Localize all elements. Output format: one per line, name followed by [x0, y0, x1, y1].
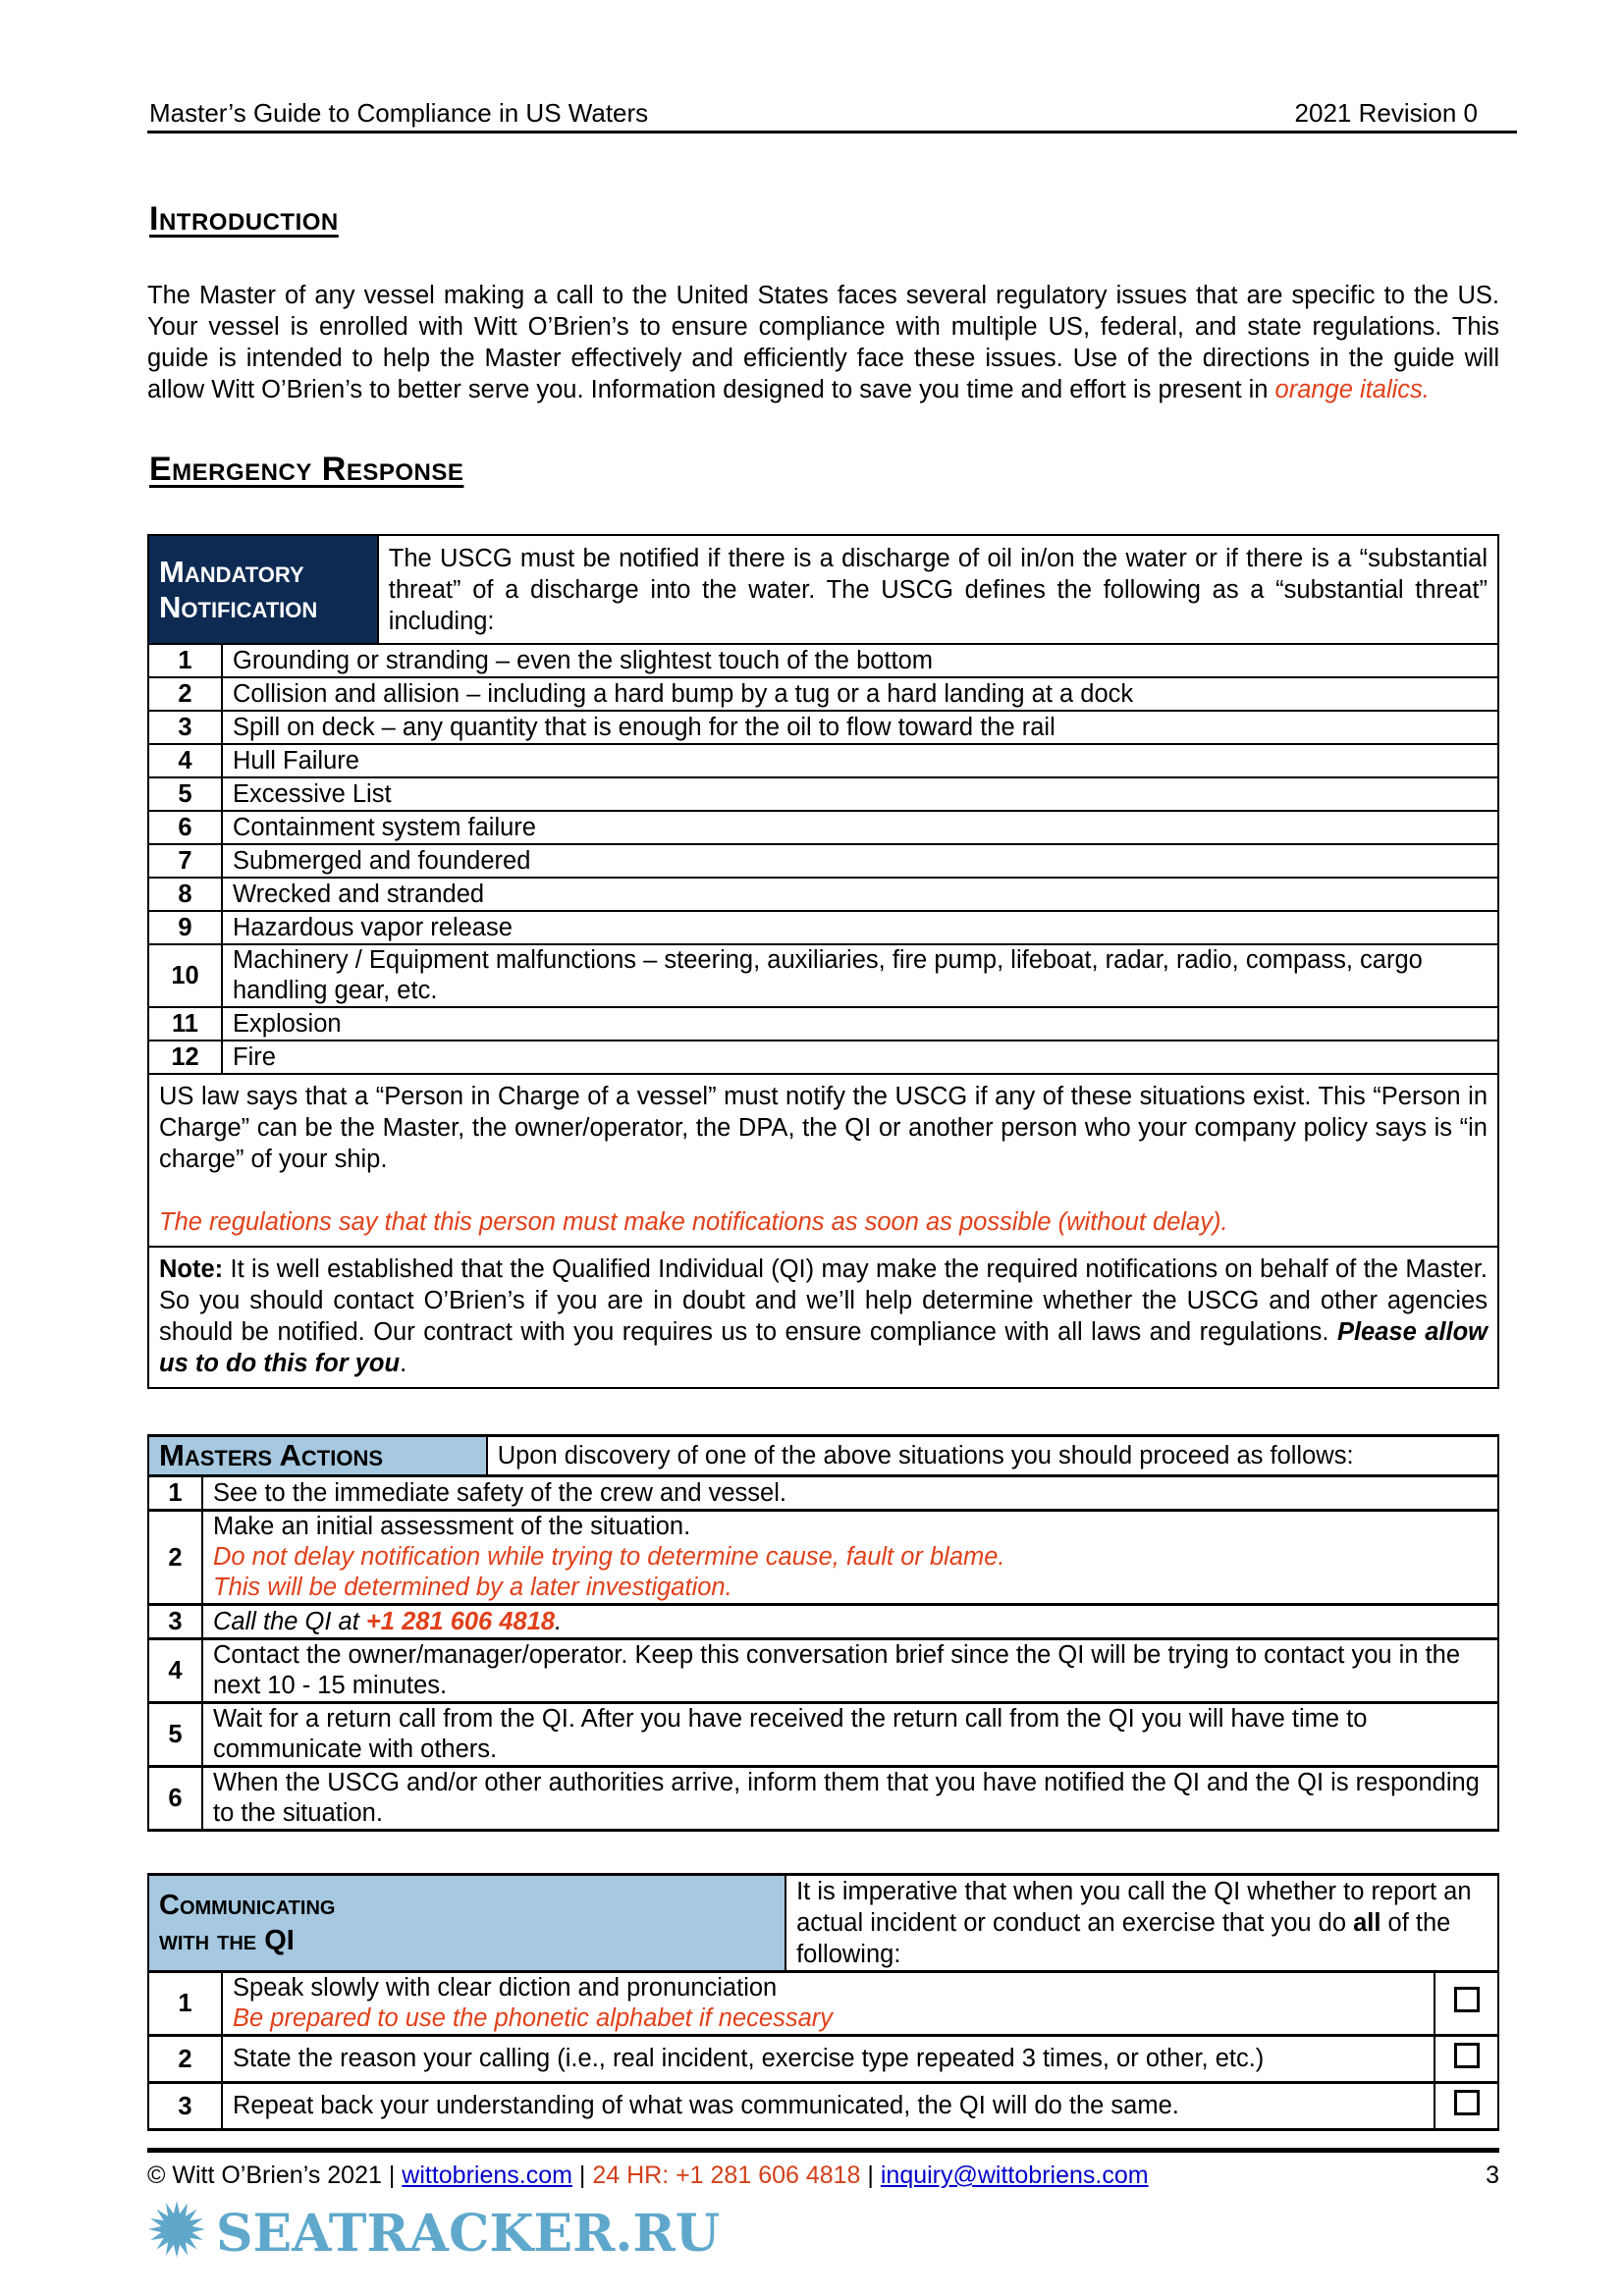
page-footer: © Witt O’Brien’s 2021 | wittobriens.com | 24 HR: +1 281 606 4818 | inquiry@wittobriens.com 3 — [147, 2148, 1499, 2190]
hotline: 24 HR: +1 281 606 4818 — [592, 2162, 861, 2189]
list-item — [148, 1041, 1498, 1074]
action-number: 6 — [148, 1767, 202, 1831]
item-text: Spill on deck – any quantity that is enough for the oil to flow toward the rail — [222, 711, 1498, 744]
checkbox[interactable] — [1454, 2090, 1480, 2115]
action-number: 3 — [148, 1605, 202, 1639]
action-row — [148, 1511, 1498, 1605]
checklist-row — [148, 2036, 1498, 2083]
emergency-heading: Emergency Response — [149, 451, 464, 488]
action-number: 4 — [148, 1639, 202, 1703]
mandatory-section — [147, 534, 1499, 1434]
checkbox-cell — [1435, 1972, 1498, 2036]
item-number: 3 — [148, 711, 222, 744]
watermark-text: SEATRACKER.RU — [216, 2204, 721, 2259]
checklist-number: 3 — [148, 2083, 222, 2130]
checklist-text: Speak slowly with clear diction and pronunciation Be prepared to use the phonetic alphabet if necessary — [222, 1972, 1435, 2036]
action-text: When the USCG and/or other authorities arrive, inform them that you have notified the QI and the QI is responding to the situation. — [202, 1767, 1498, 1831]
copyright: © Witt O’Brien’s 2021 | — [147, 2162, 403, 2189]
intro-text: The Master of any vessel making a call to the United States faces several regulatory issues that are specific to the US. Your vessel is enrolled with Witt O’Brien’s to ensure compliance with multiple US, federal, and state regulations. This guide is intended to help the Master effectively and efficiently face these issues. Use of the directions in the guide will allow Witt O’Brien’s to better serve you. Information designed to save you time and effort is present in — [147, 282, 1499, 403]
checkbox[interactable] — [1454, 1987, 1480, 2012]
introduction-heading: Introduction — [149, 200, 339, 238]
item-text: Hazardous vapor release — [222, 911, 1498, 944]
list-item — [148, 811, 1498, 844]
communicating-table — [147, 1873, 1499, 2131]
item-text: Containment system failure — [222, 811, 1498, 844]
item-text: Fire — [222, 1041, 1498, 1074]
item-number: 9 — [148, 911, 222, 944]
item-number: 1 — [148, 644, 222, 677]
communicating-intro: It is imperative that when you call the QI whether to report an actual incident or conduct an exercise that you do all of the following: — [785, 1875, 1498, 1972]
website-link[interactable]: wittobriens.com — [402, 2162, 572, 2189]
item-text: Wrecked and stranded — [222, 878, 1498, 911]
action-text: Make an initial assessment of the situation. Do not delay notification while trying to determine cause, fault or blame. This will be determined by a later investigation. — [202, 1511, 1498, 1605]
checklist-text: State the reason your calling (i.e., real incident, exercise type repeated 3 times, or other, etc.) — [222, 2036, 1435, 2083]
action-text: See to the immediate safety of the crew and vessel. — [202, 1476, 1498, 1511]
action-text: Contact the owner/manager/operator. Keep this conversation brief since the QI will be trying to contact you in the next 10 - 15 minutes. — [202, 1639, 1498, 1703]
actions-section — [147, 1434, 1499, 1873]
item-number: 12 — [148, 1041, 222, 1074]
email-link[interactable]: inquiry@wittobriens.com — [880, 2162, 1149, 2189]
list-item — [148, 711, 1498, 744]
list-item — [148, 777, 1498, 811]
action-row — [148, 1703, 1498, 1767]
checklist-row — [148, 2083, 1498, 2130]
revision: 2021 Revision 0 — [1294, 98, 1478, 128]
watermark — [147, 2200, 1499, 2259]
list-item — [148, 1007, 1498, 1041]
mandatory-title: Mandatory Notification — [148, 535, 378, 644]
communicating-section — [147, 1873, 1499, 2148]
checklist-text: Repeat back your understanding of what was communicated, the QI will do the same. — [222, 2083, 1435, 2130]
action-row — [148, 1639, 1498, 1703]
action-number: 1 — [148, 1476, 202, 1511]
list-item — [148, 844, 1498, 878]
intro-paragraph — [147, 280, 1499, 405]
mandatory-notification-table — [147, 534, 1499, 1389]
action-row — [148, 1767, 1498, 1831]
masters-actions-title: Masters Actions — [148, 1436, 487, 1476]
action-text: Wait for a return call from the QI. After you have received the return call from the QI you will have time to communicate with others. — [202, 1703, 1498, 1767]
action-row — [148, 1476, 1498, 1511]
item-text: Submerged and foundered — [222, 844, 1498, 878]
note-cell: Note: It is well established that the Qualified Individual (QI) may make the required notifications on behalf of the Master. So you should contact O’Brien’s if you are in doubt and we’ll help determine whether the USCG and other agencies should be notified. Our contract with you requires us to ensure compliance with all laws and regulations. Please allow us to do this for you. — [148, 1247, 1498, 1388]
item-number: 7 — [148, 844, 222, 878]
masters-actions-table — [147, 1434, 1499, 1832]
checkbox-cell — [1435, 2036, 1498, 2083]
action-number: 2 — [148, 1511, 202, 1605]
list-item — [148, 677, 1498, 711]
item-text: Explosion — [222, 1007, 1498, 1041]
checklist-number: 2 — [148, 2036, 222, 2083]
action-number: 5 — [148, 1703, 202, 1767]
item-text: Machinery / Equipment malfunctions – steering, auxiliaries, fire pump, lifeboat, radar, radio, compass, cargo handling gear, etc. — [222, 944, 1498, 1007]
page-header — [147, 98, 1517, 133]
item-text: Grounding or stranding – even the slightest touch of the bottom — [222, 644, 1498, 677]
communicating-title: Communicating with the QI — [148, 1875, 785, 1972]
person-orange: The regulations say that this person must make notifications as soon as possible (without delay). — [159, 1208, 1228, 1236]
list-item — [148, 744, 1498, 777]
masters-actions-intro: Upon discovery of one of the above situations you should proceed as follows: — [487, 1436, 1498, 1476]
list-item — [148, 644, 1498, 677]
person-text: US law says that a “Person in Charge of a vessel” must notify the USCG if any of these situations exist. This “Person in Charge” can be the Master, the owner/operator, the DPA, the QI or another person who your company policy says is “in charge” of your ship. — [159, 1083, 1488, 1173]
list-item — [148, 944, 1498, 1007]
checklist-row — [148, 1972, 1498, 2036]
item-number: 8 — [148, 878, 222, 911]
item-text: Collision and allision – including a hard bump by a tug or a hard landing at a dock — [222, 677, 1498, 711]
page-number: 3 — [1486, 2162, 1499, 2189]
mandatory-intro: The USCG must be notified if there is a discharge of oil in/on the water or if there is a “substantial threat” of a discharge into the water. The USCG defines the following as a “substantial threat” including: — [378, 535, 1498, 644]
item-number: 11 — [148, 1007, 222, 1041]
document-title: Master’s Guide to Compliance in US Waters — [149, 98, 649, 128]
item-text: Hull Failure — [222, 744, 1498, 777]
page — [147, 98, 1499, 2259]
sun-icon — [148, 2201, 205, 2258]
checkbox[interactable] — [1454, 2043, 1480, 2068]
action-text: Call the QI at +1 281 606 4818. — [202, 1605, 1498, 1639]
list-item — [148, 878, 1498, 911]
item-number: 5 — [148, 777, 222, 811]
item-number: 10 — [148, 944, 222, 1007]
list-item — [148, 911, 1498, 944]
checkbox-cell — [1435, 2083, 1498, 2130]
item-number: 6 — [148, 811, 222, 844]
intro-highlight: orange italics. — [1274, 376, 1430, 403]
person-in-charge-cell — [148, 1074, 1498, 1247]
item-number: 2 — [148, 677, 222, 711]
checklist-number: 1 — [148, 1972, 222, 2036]
item-text: Excessive List — [222, 777, 1498, 811]
action-row — [148, 1605, 1498, 1639]
item-number: 4 — [148, 744, 222, 777]
qi-phone: +1 281 606 4818 — [365, 1607, 556, 1635]
